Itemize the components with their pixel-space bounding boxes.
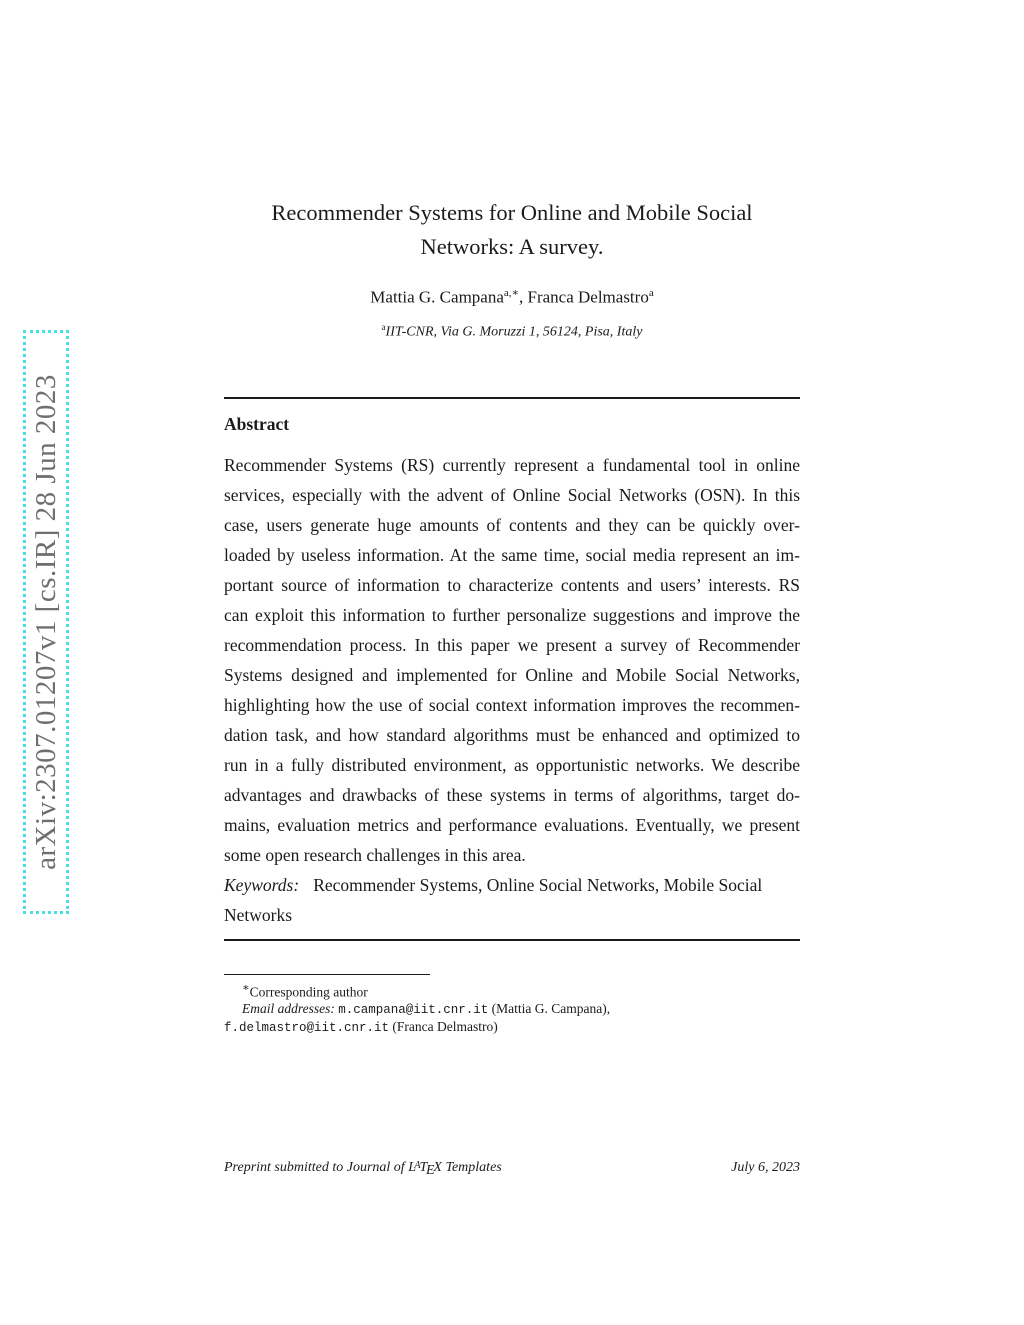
footnote-rule <box>224 974 430 975</box>
preprint-note-post: Templates <box>441 1160 502 1176</box>
preprint-note-pre: Preprint submitted to Journal of <box>224 1160 409 1176</box>
keywords-label: Keywords: <box>224 875 300 895</box>
author-separator: , <box>519 287 528 307</box>
abstract-body <box>224 450 800 930</box>
affiliation-text: IIT-CNR, Via G. Moruzzi 1, 56124, Pisa, Italy <box>385 324 643 340</box>
author-2-superscript: a <box>648 287 654 299</box>
corresponding-author-text: Corresponding author <box>249 984 368 1000</box>
abstract-line: recommendation process. In this paper we present a survey of Recommender <box>224 635 800 655</box>
corresponding-author-note <box>224 980 800 1001</box>
arxiv-watermark: arXiv:2307.01207v1 [cs.IR] 28 Jun 2023 <box>23 330 69 914</box>
paper-title-line2: Networks: A survey. <box>420 234 604 259</box>
latex-logo: $L^ATEX$ <box>408 1160 442 1178</box>
email-address-1: m.campana@iit.cnr.it <box>338 1003 489 1017</box>
abstract-line: portant source of information to characterize contents and users’ interests. RS <box>224 575 800 595</box>
abstract-line: loaded by useless information. At the same time, social media represent an im- <box>224 545 800 565</box>
abstract-bottom-rule <box>224 939 800 941</box>
email-line-2 <box>224 1019 800 1037</box>
abstract-line: can exploit this information to further personalize suggestions and improve the <box>224 605 800 625</box>
email-1-suffix: (Mattia G. Campana), <box>488 1001 611 1016</box>
affiliation-superscript: a <box>381 322 386 332</box>
footnote-marker: ∗ <box>242 982 250 994</box>
keywords-text: Recommender Systems, Online Social Networks, Mobile Social <box>313 875 763 895</box>
keywords-line <box>224 870 800 900</box>
abstract-line: case, users generate huge amounts of contents and they can be quickly over- <box>224 515 800 535</box>
author-1-superscript: a,∗ <box>503 287 519 299</box>
email-line-1 <box>224 1001 800 1019</box>
affiliation-line <box>124 322 900 341</box>
footnote-block <box>224 980 800 1036</box>
email-2-suffix: (Franca Delmastro) <box>389 1018 498 1034</box>
preprint-note <box>224 1160 502 1179</box>
abstract-heading: Abstract <box>224 414 290 434</box>
abstract-top-rule <box>224 397 800 399</box>
page-footer <box>224 1160 800 1179</box>
abstract-line: mains, evaluation metrics and performance evaluations. Eventually, we present <box>224 815 800 835</box>
abstract-line: services, especially with the advent of Online Social Networks (OSN). In this <box>224 485 800 505</box>
abstract-line: Systems designed and implemented for Online and Mobile Social Networks, <box>224 665 800 685</box>
email-label: Email addresses: <box>242 1001 335 1016</box>
abstract-line: Recommender Systems (RS) currently represent a fundamental tool in online <box>224 455 800 475</box>
abstract-line: run in a fully distributed environment, as opportunistic networks. We describe <box>224 755 800 775</box>
author-2: Franca Delmastro <box>527 287 649 307</box>
footer-date: July 6, 2023 <box>731 1160 800 1175</box>
email-address-2: f.delmastro@iit.cnr.it <box>224 1020 390 1035</box>
abstract-line: highlighting how the use of social context information improves the recommen- <box>224 695 800 715</box>
abstract-line: dation task, and how standard algorithms must be enhanced and optimized to <box>224 725 800 745</box>
abstract-line: advantages and drawbacks of these systems in terms of algorithms, target do- <box>224 785 800 805</box>
paper-title <box>124 196 900 264</box>
keywords-line2: Networks <box>224 905 293 925</box>
paper-title-line1: Recommender Systems for Online and Mobile Social <box>271 200 753 225</box>
author-line <box>124 286 900 308</box>
author-1: Mattia G. Campana <box>370 287 504 307</box>
abstract-line: some open research challenges in this area. <box>224 845 526 865</box>
